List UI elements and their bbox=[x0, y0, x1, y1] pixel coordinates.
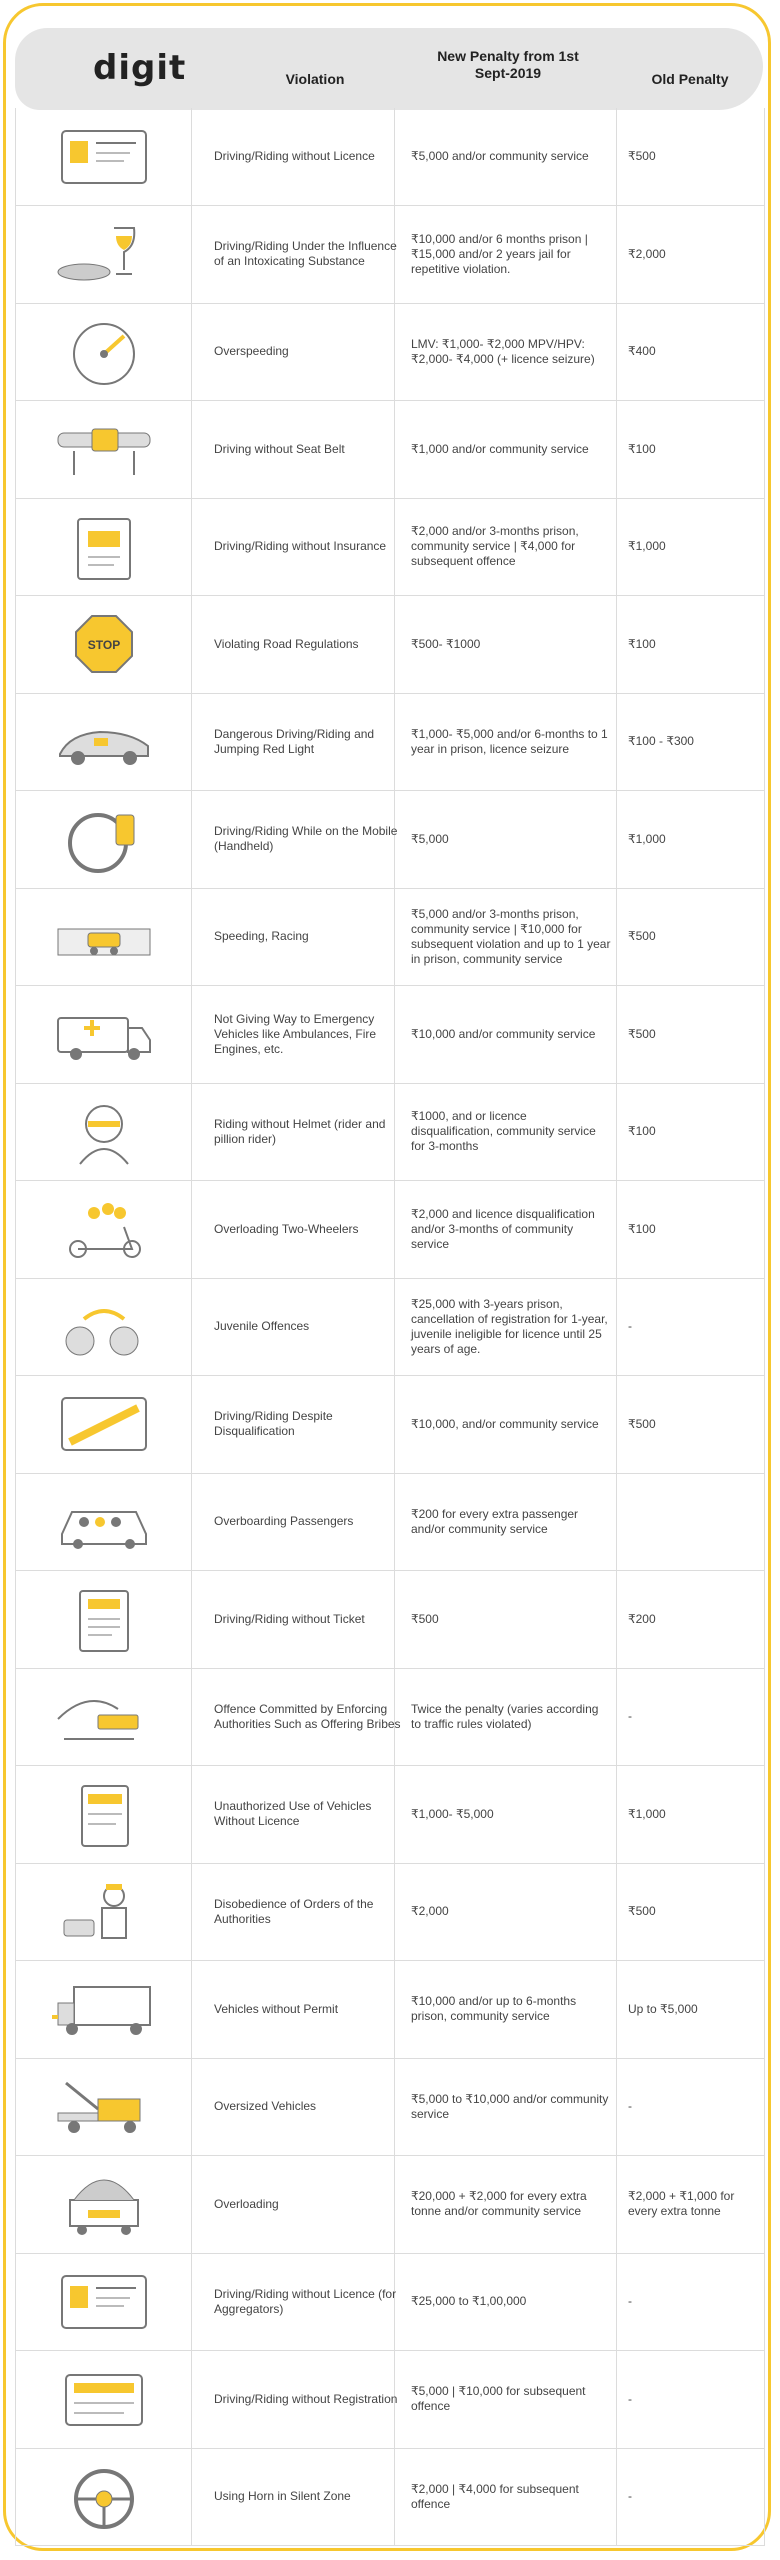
old-penalty-cell: ₹1,000 bbox=[628, 831, 666, 846]
ticket-icon bbox=[16, 1571, 191, 1668]
old-penalty-cell: ₹2,000 bbox=[628, 246, 666, 261]
new-penalty-cell: ₹20,000 + ₹2,000 for every extra tonne and/or community service bbox=[411, 2189, 587, 2218]
violation-cell: Overloading bbox=[214, 2196, 279, 2211]
new-penalty-cell: ₹2,000 | ₹4,000 for subsequent offence bbox=[411, 2481, 579, 2511]
table-row bbox=[16, 1766, 764, 1864]
table-row bbox=[16, 1668, 764, 1766]
violation-cell: Overboarding Passengers bbox=[214, 1514, 354, 1528]
table-row bbox=[16, 2156, 764, 2254]
violation-cell: Driving/Riding without Insurance bbox=[214, 539, 387, 553]
old-penalty-cell: ₹100 bbox=[628, 1124, 656, 1138]
header-violation: Violation bbox=[285, 71, 345, 87]
violation-cell: Riding without Helmet (rider and pillion rider) bbox=[214, 1116, 386, 1146]
table-row bbox=[16, 2253, 764, 2351]
table-row bbox=[16, 1181, 764, 1279]
new-penalty-cell: ₹25,000 to ₹1,00,000 bbox=[411, 2294, 527, 2308]
table-row bbox=[16, 2351, 764, 2449]
table-row bbox=[16, 596, 764, 694]
table-row bbox=[16, 1473, 764, 1571]
old-penalty-cell: ₹1,000 bbox=[628, 539, 666, 553]
table-row bbox=[16, 888, 764, 986]
table-row bbox=[16, 401, 764, 499]
old-penalty-cell: ₹500 bbox=[628, 149, 656, 163]
new-penalty-cell: ₹5,000 to ₹10,000 and/or community service bbox=[411, 2091, 609, 2121]
tow-truck-icon bbox=[16, 2058, 191, 2155]
violation-cell: Driving/Riding Despite Disqualification bbox=[214, 1409, 333, 1438]
old-penalty-cell: ₹500 bbox=[628, 1026, 656, 1041]
old-penalty-cell: ₹400 bbox=[628, 344, 656, 358]
new-penalty-cell: ₹10,000 and/or up to 6-months prison, community service bbox=[411, 1994, 577, 2023]
violation-cell: Oversized Vehicles bbox=[214, 2099, 317, 2113]
violation-cell: Speeding, Racing bbox=[214, 929, 309, 943]
table-row bbox=[16, 1376, 764, 1474]
violation-cell: Disobedience of Orders of the Authorities bbox=[214, 1896, 374, 1926]
horn-steering-icon bbox=[16, 2448, 191, 2545]
table-row bbox=[16, 693, 764, 791]
svg-text:STOP: STOP bbox=[87, 638, 120, 652]
violation-cell: Driving/Riding without Registration bbox=[214, 2391, 398, 2406]
new-penalty-cell: ₹1000, and or licence disqualification, community service for 3-months bbox=[411, 1109, 596, 1153]
old-penalty-cell: Up to ₹5,000 bbox=[628, 2001, 698, 2016]
violation-cell: Driving/Riding While on the Mobile (Handheld) bbox=[214, 824, 398, 853]
violation-cell: Not Giving Way to Emergency Vehicles like Ambulances, Fire Engines, etc. bbox=[214, 1011, 377, 1056]
violation-cell: Driving/Riding without Licence bbox=[214, 149, 375, 163]
speedometer-icon bbox=[16, 303, 191, 400]
old-penalty-cell: ₹1,000 bbox=[628, 1806, 666, 1821]
old-penalty-cell: - bbox=[628, 1709, 632, 1723]
old-penalty-cell: ₹500 bbox=[628, 1416, 656, 1431]
penalty-table bbox=[15, 108, 765, 2546]
old-penalty-cell: - bbox=[628, 2294, 632, 2308]
table-row bbox=[16, 108, 764, 206]
table-header bbox=[15, 28, 763, 110]
new-penalty-cell: ₹2,000 bbox=[411, 1904, 449, 1918]
new-penalty-cell: ₹1,000 and/or community service bbox=[411, 441, 589, 456]
violation-cell: Overloading Two-Wheelers bbox=[214, 1221, 359, 1236]
new-penalty-cell: ₹10,000 and/or community service bbox=[411, 1026, 596, 1041]
violation-cell: Offence Committed by Enforcing Authorities Such as Offering Bribes bbox=[214, 1701, 401, 1731]
violation-cell: Vehicles without Permit bbox=[214, 2001, 339, 2016]
old-penalty-cell: ₹500 bbox=[628, 929, 656, 943]
table-row bbox=[16, 791, 764, 889]
header-old-penalty: Old Penalty bbox=[651, 71, 729, 87]
ambulance-icon bbox=[16, 986, 191, 1083]
new-penalty-cell: ₹1,000- ₹5,000 and/or 6-months to 1 year in prison, licence seizure bbox=[411, 726, 608, 756]
phone-while-driving-icon bbox=[16, 791, 191, 888]
old-penalty-cell: ₹100 bbox=[628, 1221, 656, 1236]
new-penalty-cell: ₹5,000 bbox=[411, 831, 449, 846]
new-penalty-cell: ₹500 bbox=[411, 1611, 439, 1626]
new-penalty-cell: ₹2,000 and/or 3-months prison, community service | ₹4,000 for subsequent offence bbox=[411, 524, 579, 568]
new-penalty-cell: ₹1,000- ₹5,000 bbox=[411, 1806, 494, 1821]
table-row bbox=[16, 498, 764, 596]
table-row bbox=[16, 1961, 764, 2059]
new-penalty-cell: ₹25,000 with 3-years prison, cancellation of registration for 1-year, juvenile ineligible for licence until 25 years of age. bbox=[411, 1296, 608, 1356]
table-row bbox=[16, 2448, 764, 2546]
table-row bbox=[16, 1571, 764, 1669]
old-penalty-cell: ₹100 - ₹300 bbox=[628, 734, 694, 748]
helmet-rider-icon bbox=[16, 1083, 191, 1180]
table-row bbox=[16, 2058, 764, 2156]
new-penalty-cell: ₹5,000 | ₹10,000 for subsequent offence bbox=[411, 2384, 586, 2413]
juvenile-crash-icon bbox=[16, 1278, 191, 1375]
digit-logo: digit bbox=[93, 48, 187, 88]
new-penalty-cell: ₹10,000, and/or community service bbox=[411, 1416, 599, 1431]
table-row bbox=[16, 303, 764, 401]
old-penalty-cell: ₹100 bbox=[628, 636, 656, 651]
old-penalty-cell: - bbox=[628, 2391, 632, 2406]
stop-sign-icon bbox=[16, 596, 191, 693]
new-penalty-cell: ₹10,000 and/or 6 months prison | ₹15,000 and/or 2 years jail for repetitive violation. bbox=[411, 231, 588, 276]
old-penalty-cell: ₹100 bbox=[628, 441, 656, 456]
car-key-and-wine-glass-icon bbox=[16, 206, 191, 303]
violation-cell: Driving/Riding without Licence (for Aggregators) bbox=[214, 2286, 397, 2316]
new-penalty-cell: ₹500- ₹1000 bbox=[411, 636, 481, 651]
seat-belt-icon bbox=[16, 401, 191, 498]
old-penalty-cell: - bbox=[628, 1319, 632, 1333]
table-row bbox=[16, 986, 764, 1084]
overloaded-truck-icon bbox=[16, 2156, 191, 2253]
old-penalty-cell: ₹200 bbox=[628, 1611, 656, 1626]
old-penalty-cell: - bbox=[628, 2099, 632, 2113]
header-new-penalty: New Penalty from 1st Sept-2019 bbox=[437, 48, 579, 81]
racing-car-icon bbox=[16, 888, 191, 985]
driving-licence-card-icon bbox=[16, 2253, 191, 2350]
overloaded-scooter-icon bbox=[16, 1181, 191, 1278]
car-insurance-clipboard-icon bbox=[16, 498, 191, 595]
old-penalty-cell: - bbox=[628, 2489, 632, 2503]
violation-cell: Overspeeding bbox=[214, 344, 289, 358]
violation-cell: Driving/Riding Under the Influence of an Intoxicating Substance bbox=[214, 239, 397, 268]
new-penalty-cell: ₹200 for every extra passenger and/or community service bbox=[411, 1506, 579, 1536]
speeding-car-icon bbox=[16, 693, 191, 790]
violation-cell: Driving/Riding without Ticket bbox=[214, 1611, 365, 1626]
bribe-handover-icon bbox=[16, 1668, 191, 1765]
violation-cell: Driving without Seat Belt bbox=[214, 441, 345, 456]
old-penalty-cell: ₹500 bbox=[628, 1904, 656, 1918]
registration-document-icon bbox=[16, 2351, 191, 2448]
cancelled-licence-icon bbox=[16, 1376, 191, 1473]
violation-cell: Violating Road Regulations bbox=[214, 636, 359, 651]
table-row bbox=[16, 1278, 764, 1376]
violation-cell: Using Horn in Silent Zone bbox=[214, 2489, 351, 2503]
traffic-officer-icon bbox=[16, 1863, 191, 1960]
new-penalty-cell: LMV: ₹1,000- ₹2,000 MPV/HPV: ₹2,000- ₹4,000 (+ licence seizure) bbox=[411, 336, 595, 366]
truck-icon bbox=[16, 1961, 191, 2058]
crowded-car-icon bbox=[16, 1473, 191, 1570]
table-row bbox=[16, 206, 764, 304]
new-penalty-cell: ₹2,000 and licence disqualification and/or 3-months of community service bbox=[411, 1206, 595, 1251]
violation-cell: Dangerous Driving/Riding and Jumping Red Light bbox=[214, 726, 375, 756]
driving-licence-card-icon bbox=[16, 108, 191, 205]
new-penalty-cell: ₹5,000 and/or community service bbox=[411, 149, 589, 163]
table-row bbox=[16, 1863, 764, 1961]
new-penalty-cell: Twice the penalty (varies according to traffic rules violated) bbox=[411, 1701, 599, 1731]
table-row bbox=[16, 1083, 764, 1181]
violation-cell: Juvenile Offences bbox=[214, 1319, 310, 1333]
violation-cell: Unauthorized Use of Vehicles Without Licence bbox=[214, 1799, 372, 1828]
old-penalty-cell bbox=[628, 1473, 753, 1570]
old-penalty-cell: ₹2,000 + ₹1,000 for every extra tonne bbox=[628, 2189, 735, 2218]
new-penalty-cell: ₹5,000 and/or 3-months prison, community service | ₹10,000 for subsequent violation and up to 1 year in prison, community service bbox=[411, 906, 611, 966]
approval-document-icon bbox=[16, 1766, 191, 1863]
